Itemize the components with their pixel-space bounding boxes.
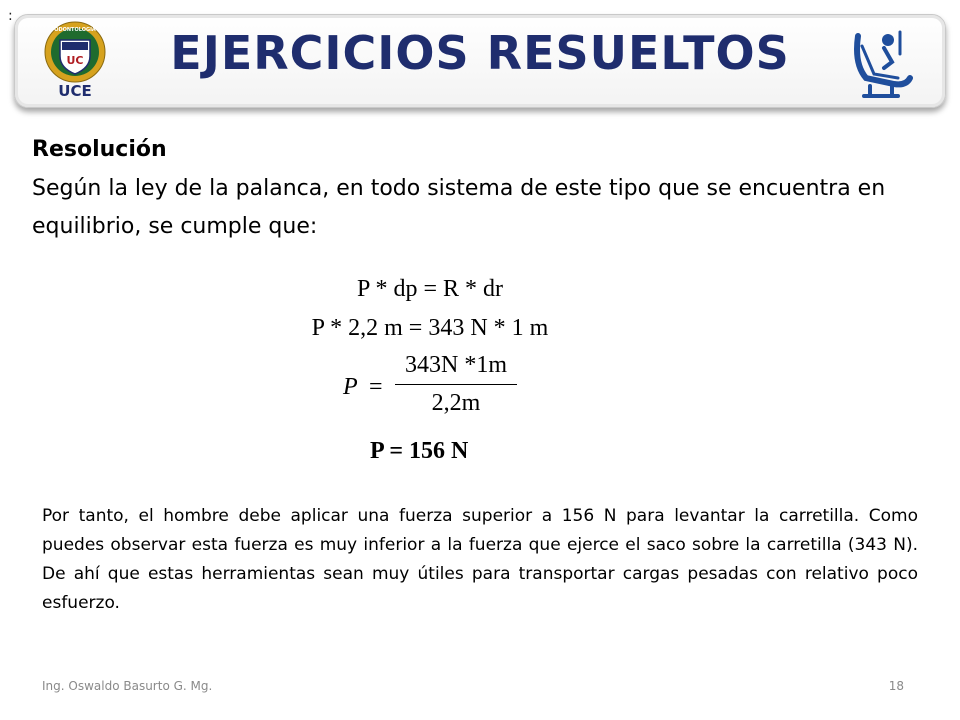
intro-paragraph: Según la ley de la palanca, en todo sistema de este tipo que se encuentra en equilibrio, se cumple que: [32,176,886,239]
fraction-bar [395,384,517,385]
logo-center-text: UC [66,54,84,67]
page-number: 18 [888,679,904,693]
fraction-lhs: P [343,374,358,400]
logo-top-text: ODONTOLOGIA [54,27,96,33]
slide-title: EJERCICIOS RESUELTOS [170,26,790,80]
equation-lever-law: P * dp = R * dr [357,276,503,302]
conclusion-paragraph: Por tanto, el hombre debe aplicar una fuerza superior a 156 N para levantar la carretilla. Como puedes observar esta fuerza es muy inferior a la fuerza que ejerce el saco sobre la carretilla (343 N). De ahí que estas herramientas sean muy útiles para transportar cargas pesadas con relativo poco esfuerzo. [42,506,918,613]
logo-bottom-text: UCE [58,82,92,100]
result-value: P = 156 N [370,438,469,464]
section-title: Resolución [32,137,167,162]
dental-chair-logo [848,24,918,102]
equation-substituted: P * 2,2 m = 343 N * 1 m [311,315,549,341]
footer-author: Ing. Oswaldo Basurto G. Mg. [42,679,213,693]
corner-mark: : [8,8,13,24]
fraction-equals: = [369,374,383,400]
fraction-denominator: 2,2m [431,390,481,416]
fraction-equation [343,352,543,424]
fraction-numerator: 343N *1m [405,352,507,378]
